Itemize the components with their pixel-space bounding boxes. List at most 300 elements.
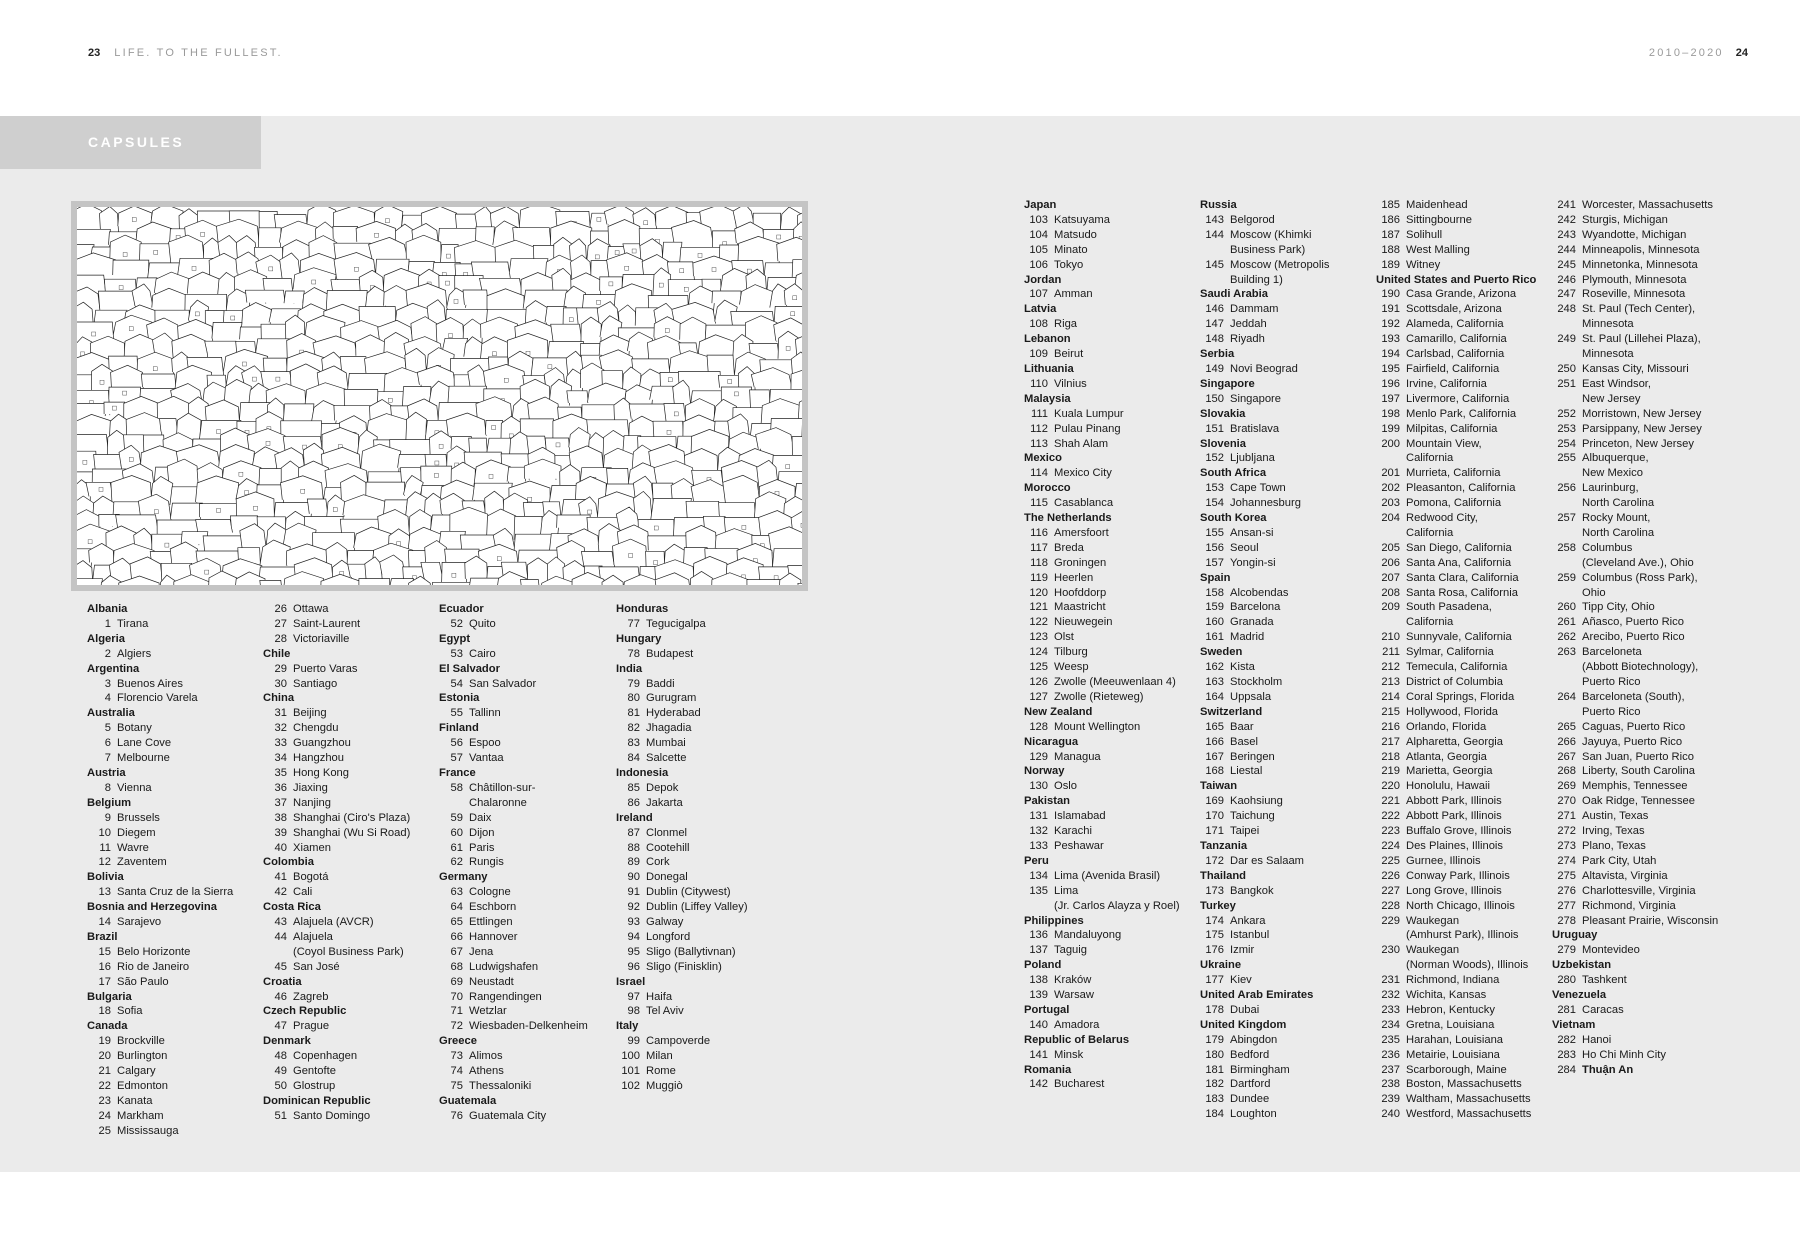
location-entry [1024,228,1180,243]
location-number: 148 [1205,333,1224,346]
location-name: Waukegan [1406,944,1460,957]
location-number: 73 [450,1050,463,1063]
country-heading: Algeria [87,632,125,645]
location-name: Groningen [1054,556,1107,569]
location-entry [87,677,233,692]
location-number: 270 [1557,795,1576,808]
location-number: 100 [621,1050,640,1063]
location-name: Mountain View, [1406,437,1482,450]
publication-title: LIFE. TO THE FULLEST. [114,47,283,59]
location-entry [1200,735,1329,750]
location-entry [1200,586,1329,601]
location-number: 142 [1029,1078,1048,1091]
location-name: Plymouth, Minnesota [1582,273,1687,286]
location-entry [87,691,233,706]
location-number: 89 [627,856,640,869]
country-heading: Nicaragua [1024,735,1079,748]
location-number: 16 [98,960,111,973]
country-heading: Honduras [616,603,669,615]
location-number: 74 [450,1065,463,1078]
location-number: 173 [1205,884,1224,897]
location-number: 7 [104,752,111,765]
location-number: 1 [104,617,111,630]
location-name: Châtillon-sur- [469,781,536,794]
location-name: Alajuela [293,930,333,943]
location-number: 182 [1205,1078,1224,1091]
location-entry [1200,600,1329,615]
location-name: Liestal [1230,765,1263,778]
location-name: Algiers [117,647,152,660]
location-name: Botany [117,722,152,735]
location-entry [1552,884,1718,899]
location-entry [1200,526,1329,541]
location-number: 214 [1381,690,1400,703]
location-continuation: California [1406,452,1454,465]
country-heading: Uzbekistan [1552,959,1612,972]
location-name: Kuala Lumpur [1054,407,1124,420]
location-name: Galway [646,916,684,929]
location-name: Jiaxing [293,781,328,794]
location-number: 224 [1381,839,1400,852]
location-name: Westford, Massachusetts [1406,1108,1532,1121]
location-number: 126 [1029,676,1048,688]
location-entry [1552,511,1718,526]
country-heading: Peru [1024,854,1049,867]
location-name: Ljubljana [1230,452,1275,465]
location-name: Bangkok [1230,884,1274,897]
country-heading: South Korea [1200,512,1267,525]
location-name: Gentofte [293,1065,336,1078]
location-entry [1200,1092,1329,1107]
location-name: Solihull [1406,228,1443,241]
location-entry [1200,750,1329,765]
location-number: 254 [1557,437,1576,450]
location-name: Barceloneta (South), [1582,690,1685,703]
location-number: 189 [1381,258,1400,271]
index-column-3 [439,602,588,1124]
location-entry [1376,302,1536,317]
location-name: San José [293,960,340,973]
location-name: Vilnius [1054,377,1087,390]
country-heading: South Africa [1200,467,1267,480]
location-name: St. Paul (Lillehei Plaza), [1582,333,1701,346]
location-entry [1200,481,1329,496]
location-entry [1552,854,1718,869]
location-number: 111 [1030,407,1048,420]
location-name: Dublin (Liffey Valley) [646,901,748,914]
location-entry [1376,1092,1536,1107]
location-name: Irving, Texas [1582,825,1645,838]
location-name: Cologne [469,886,511,899]
location-number: 267 [1557,750,1576,763]
location-name: Orlando, Florida [1406,720,1487,733]
location-name: Kaohsiung [1230,795,1283,808]
location-number: 227 [1381,884,1400,897]
location-entry [1024,660,1180,675]
location-number: 188 [1381,243,1400,256]
location-number: 119 [1030,571,1048,584]
location-name: Santa Ana, California [1406,556,1512,569]
location-name: Irvine, California [1406,377,1487,390]
location-name: Johannesburg [1230,497,1301,510]
location-number: 166 [1205,735,1224,748]
country-heading: Austria [87,766,126,779]
location-number: 147 [1205,318,1224,331]
location-name: Sofia [117,1005,143,1018]
location-number: 44 [274,930,287,943]
location-number: 204 [1381,512,1400,525]
location-name: Salcette [646,752,687,765]
country-heading: Slovakia [1200,407,1246,420]
location-continuation: (Coyol Business Park) [293,945,404,958]
location-name: Amersfoort [1054,526,1109,539]
location-name: Laurinburg, [1582,482,1639,495]
location-name: Mandaluyong [1054,929,1122,942]
location-entry [616,900,748,915]
location-entry [1552,213,1718,228]
location-name: Lane Cove [117,737,172,750]
location-name: South Pasadena, [1406,601,1492,614]
location-number: 209 [1381,601,1400,614]
index-column-4 [616,602,748,1094]
location-entry [439,1004,588,1019]
location-entry [1024,839,1180,854]
location-name: Warsaw [1054,989,1094,1002]
location-number: 85 [627,781,640,794]
location-name: Sylmar, California [1406,646,1494,659]
country-heading: United States and Puerto Rico [1376,273,1537,286]
location-continuation: (Norman Woods), Illinois [1406,959,1529,972]
country-heading: Singapore [1200,377,1255,390]
country-heading: Russia [1200,199,1237,211]
location-number: 184 [1205,1108,1224,1121]
location-name: Austin, Texas [1582,810,1649,823]
location-name: Beijing [293,707,327,720]
location-name: Copenhagen [293,1050,358,1063]
location-entry [1552,302,1718,317]
location-entry [1200,854,1329,869]
location-entry [1552,451,1718,466]
location-name: Cali [293,886,313,899]
location-name: Morristown, New Jersey [1582,407,1702,420]
location-entry [1552,943,1718,958]
location-number: 243 [1557,228,1576,241]
country-heading: Denmark [263,1035,311,1048]
location-entry [1024,720,1180,735]
location-name: Sligo (Finisklin) [646,960,722,973]
location-name: Athens [469,1065,504,1078]
location-number: 244 [1557,243,1576,256]
location-name: Casablanca [1054,497,1114,510]
location-name: Amman [1054,288,1093,301]
location-number: 129 [1029,750,1048,763]
location-name: Hoofddorp [1054,586,1107,599]
location-entry [439,960,588,975]
country-heading: Jordan [1024,273,1062,286]
location-name: West Malling [1406,243,1470,256]
location-name: Zwolle (Rieteweg) [1054,690,1144,703]
location-number: 279 [1557,944,1576,957]
location-number: 24 [98,1109,111,1122]
location-name: Peshawar [1054,839,1104,852]
location-number: 79 [627,677,640,690]
location-entry [263,766,410,781]
location-entry [1376,511,1536,526]
location-name: Maastricht [1054,601,1106,614]
location-number: 200 [1381,437,1400,450]
location-number: 217 [1381,735,1400,748]
location-entry [1552,571,1718,586]
location-name: Oak Ridge, Tennessee [1582,795,1695,808]
location-name: Kraków [1054,974,1092,987]
location-continuation: Building 1) [1230,273,1283,286]
location-name: Tokyo [1054,258,1084,271]
location-entry [1376,1033,1536,1048]
location-entry [263,1049,410,1064]
location-entry [1200,928,1329,943]
location-name: Dar es Salaam [1230,854,1304,867]
location-entry [263,885,410,900]
location-name: Belo Horizonte [117,945,191,958]
location-name: Islamabad [1054,810,1106,823]
location-continuation: Puerto Rico [1582,676,1641,688]
location-entry [1024,347,1180,362]
location-name: Wichita, Kansas [1406,989,1487,1002]
location-entry [87,1034,233,1049]
location-entry [1552,362,1718,377]
location-name: Park City, Utah [1582,854,1657,867]
country-heading: India [616,662,643,675]
location-entry [87,751,233,766]
location-number: 36 [274,781,287,794]
location-number: 11 [99,841,111,854]
location-number: 31 [274,707,287,720]
location-entry [439,1109,588,1124]
location-number: 124 [1029,646,1048,659]
location-number: 151 [1205,422,1224,435]
location-entry [263,1109,410,1124]
location-name: Kansas City, Missouri [1582,362,1689,375]
country-heading: Australia [87,707,135,720]
location-number: 264 [1557,690,1576,703]
location-entry [1376,347,1536,362]
location-entry [1552,1033,1718,1048]
location-entry [439,1049,588,1064]
location-name: Gurnee, Illinois [1406,854,1481,867]
location-name: Abbott Park, Illinois [1406,795,1502,808]
location-entry [1552,407,1718,422]
location-number: 45 [274,960,287,973]
location-name: Caracas [1582,1003,1624,1016]
location-number: 114 [1030,467,1048,480]
location-entry [1376,660,1536,675]
location-number: 170 [1205,810,1224,823]
location-name: Santiago [293,677,338,690]
location-number: 207 [1381,571,1400,584]
location-number: 27 [274,617,287,630]
location-entry [263,706,410,721]
location-entry [1376,690,1536,705]
location-number: 115 [1030,497,1048,510]
location-number: 34 [274,752,287,765]
location-name: Sarajevo [117,916,162,929]
location-entry [1376,198,1536,213]
location-entry [1376,243,1536,258]
location-name: Pomona, California [1406,497,1502,510]
location-name: Vantaa [469,752,504,765]
location-number: 52 [450,617,463,630]
location-name: Milan [646,1050,673,1063]
location-number: 35 [274,766,287,779]
location-number: 178 [1205,1003,1224,1016]
location-number: 154 [1205,497,1224,510]
location-number: 121 [1029,601,1048,614]
location-name: Moscow (Metropolis [1230,258,1330,271]
country-heading: Croatia [263,975,302,988]
location-name: Ludwigshafen [469,960,539,973]
location-name: Rio de Janeiro [117,960,190,973]
country-heading: Costa Rica [263,901,321,914]
location-entry [1200,1033,1329,1048]
location-name: Hong Kong [293,766,349,779]
location-entry [1024,287,1180,302]
location-name: Vienna [117,781,152,794]
location-number: 127 [1029,690,1048,703]
location-continuation: Minnesota [1582,348,1634,361]
location-name: Hannover [469,930,518,943]
location-number: 18 [98,1005,111,1018]
location-name: San Salvador [469,677,537,690]
location-name: Scarborough, Maine [1406,1063,1507,1076]
location-name: Oslo [1054,780,1078,793]
location-number: 236 [1381,1048,1400,1061]
location-number: 17 [98,975,111,988]
location-entry [1200,496,1329,511]
location-number: 221 [1381,795,1400,808]
location-number: 168 [1205,765,1224,778]
location-entry [1200,1048,1329,1063]
location-number: 177 [1205,974,1224,987]
location-number: 107 [1029,288,1048,301]
location-entry [1376,869,1536,884]
location-entry [1376,258,1536,273]
location-name: Tel Aviv [646,1005,684,1018]
location-number: 5 [104,722,111,735]
country-heading: Latvia [1024,303,1057,316]
location-entry [263,662,410,677]
location-entry [1024,630,1180,645]
location-number: 191 [1381,303,1400,316]
location-entry [439,751,588,766]
location-entry [1552,287,1718,302]
location-number: 193 [1381,333,1400,346]
location-entry [1552,273,1718,288]
location-entry [1200,541,1329,556]
location-name: Caguas, Puerto Rico [1582,720,1686,733]
country-heading: Canada [87,1020,128,1033]
location-entry [1024,600,1180,615]
running-head-left [88,47,283,59]
location-number: 272 [1557,825,1576,838]
location-entry [1376,541,1536,556]
location-name: Weesp [1054,661,1089,674]
location-entry [616,706,748,721]
country-heading: Chile [263,647,291,660]
location-entry [1552,437,1718,452]
location-number: 216 [1381,720,1400,733]
location-number: 68 [450,960,463,973]
location-name: Ansan-si [1230,526,1274,539]
location-name: San Diego, California [1406,541,1512,554]
location-entry [1200,1077,1329,1092]
location-name: Arecibo, Puerto Rico [1582,631,1685,644]
location-number: 66 [450,930,463,943]
location-name: Minnetonka, Minnesota [1582,258,1698,271]
location-number: 174 [1205,914,1224,927]
location-number: 232 [1381,989,1400,1002]
location-entry [87,855,233,870]
location-name: Long Grove, Illinois [1406,884,1502,897]
country-heading: Japan [1024,199,1057,211]
location-number: 94 [627,930,640,943]
location-name: Minato [1054,243,1088,256]
location-name: Puerto Varas [293,662,358,675]
location-number: 268 [1557,765,1576,778]
country-heading: Poland [1024,959,1062,972]
country-heading: Bolivia [87,871,124,884]
location-entry [1552,481,1718,496]
location-name: Abbott Park, Illinois [1406,810,1502,823]
location-number: 210 [1381,631,1400,644]
location-number: 4 [104,692,111,705]
location-number: 13 [98,886,111,899]
location-entry [1376,899,1536,914]
location-entry [1024,869,1180,884]
location-entry [87,1079,233,1094]
location-name: Chengdu [293,722,339,735]
location-name: Tegucigalpa [646,617,706,630]
location-name: Richmond, Indiana [1406,974,1500,987]
country-heading: Belgium [87,796,132,809]
location-name: Edmonton [117,1080,168,1092]
location-name: Novi Beograd [1230,362,1298,375]
location-number: 91 [627,886,640,899]
location-entry [1200,794,1329,809]
location-entry [1200,258,1329,273]
location-name: Witney [1406,258,1441,271]
location-entry [1376,317,1536,332]
location-entry [1200,1003,1329,1018]
location-name: Albuquerque, [1582,452,1649,465]
location-number: 2 [104,647,111,660]
location-name: Cape Town [1230,482,1286,495]
location-number: 187 [1381,228,1400,241]
location-entry [1376,600,1536,615]
location-number: 234 [1381,1018,1400,1031]
location-number: 263 [1557,646,1576,659]
location-name: Metairie, Louisiana [1406,1048,1500,1061]
location-number: 266 [1557,735,1576,748]
location-number: 21 [98,1065,111,1078]
location-number: 157 [1205,556,1224,569]
country-heading: Malaysia [1024,392,1071,405]
location-entry [1376,332,1536,347]
location-name: Camarillo, California [1406,333,1507,346]
location-entry [616,691,748,706]
location-number: 132 [1029,825,1048,838]
location-entry [1024,422,1180,437]
location-entry [1376,720,1536,735]
